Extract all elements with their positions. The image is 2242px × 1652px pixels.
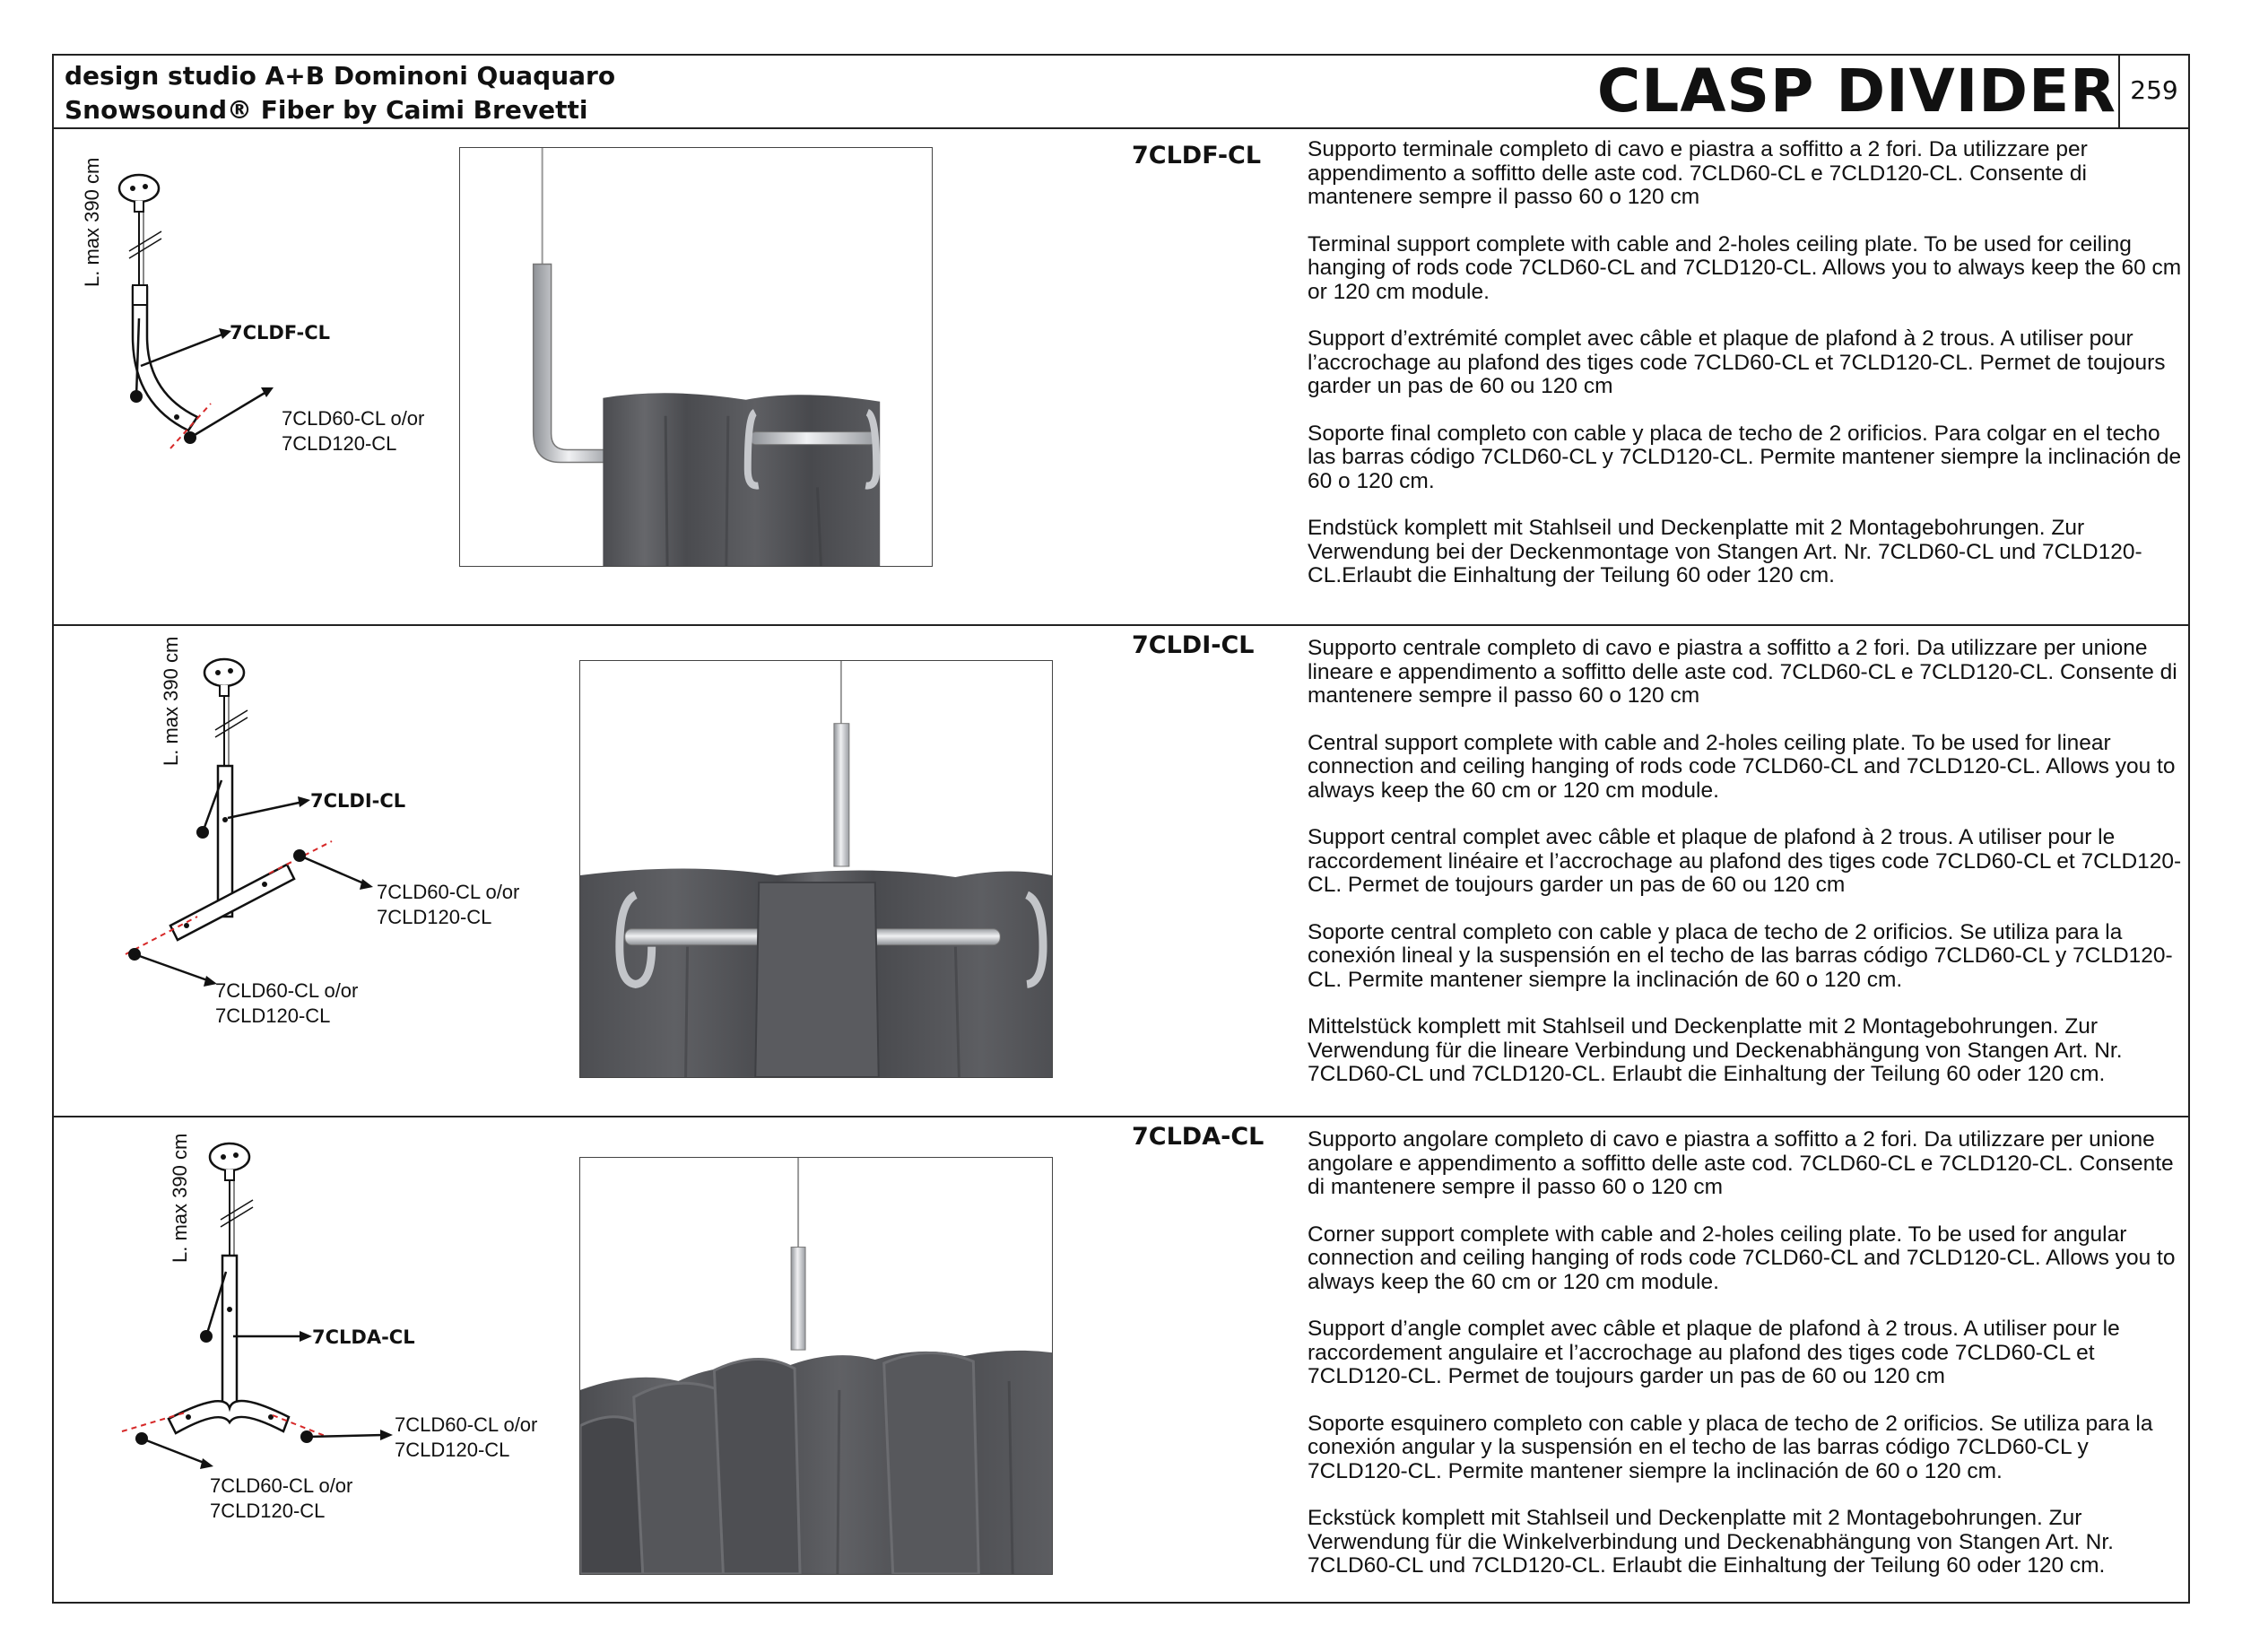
desc-fr: Support d’extrémité complet avec câble et plaque de plafond à 2 trous. A utiliser pour l’accrochage au plafond des tiges code 7CLD60-CL et 7CLD120-CL. Permet de toujours garder un pas de 60 ou 120 cm (1308, 326, 2166, 398)
photo-central-support (579, 660, 1053, 1078)
header-divider (52, 127, 2190, 129)
page-number: 259 (2130, 75, 2178, 105)
product-description (1308, 637, 2186, 1110)
desc-es: Soporte esquinero completo con cable y placa de techo de 2 orificios. Se utiliza para la conexión angular y la suspensión en el techo de las barras código 7CLD60-CL y 7CLD120-CL. Permite mantener siempre la inclinación de 60 o 120 cm. (1308, 1411, 2153, 1483)
diagram-corner-support (99, 1121, 601, 1552)
desc-it: Supporto centrale completo di cavo e piastra a soffitto a 2 fori. Da utilizzare per unione lineare e appendimento a soffitto delle aste cod. 7CLD60-CL e 7CLD120-CL. Consente di mantenere sempre il passo 60 o 120 cm (1308, 636, 2177, 708)
central-support (834, 724, 849, 866)
product-description (1308, 138, 2186, 612)
section-divider-1 (52, 624, 2190, 626)
rod-label-b-line2: 7CLD120-CL (210, 1500, 326, 1522)
length-label: L. max 390 cm (169, 1133, 191, 1263)
product-description (1308, 1128, 2186, 1602)
ceiling-plate (204, 659, 244, 686)
diagram-terminal-support (54, 135, 466, 511)
desc-en: Terminal support complete with cable and 2-holes ceiling plate. To be used for ceiling hanging of rods code 7CLD60-CL and 7CLD120-CL. Allows you to always keep the 60 cm or 120 cm module. (1308, 231, 2182, 304)
desc-es: Soporte central completo con cable y placa de techo de 2 orificios. Se utiliza para la conexión lineal y la suspensión en el techo de las barras código 7CLD60-CL y 7CLD120-CL. Permite mantener siempre la inclinación de 60 o 120 cm. (1308, 919, 2173, 992)
terminal-body (133, 287, 197, 430)
corner-support (791, 1248, 805, 1351)
part-label: 7CLDF-CL (230, 322, 331, 343)
brand-product-line: Snowsound® Fiber by Caimi Brevetti (65, 95, 588, 125)
desc-es: Soporte final completo con cable y placa de techo de 2 orificios. Para colgar en el techo las barras código 7CLD60-CL y 7CLD120-CL. Permite mantener siempre la inclinación de 60 o 120 cm. (1308, 421, 2182, 493)
rod-label-b-line2: 7CLD120-CL (215, 1004, 331, 1027)
ceiling-plate (119, 175, 159, 202)
part-label: 7CLDI-CL (310, 790, 406, 812)
desc-it: Supporto terminale completo di cavo e piastra a soffitto a 2 fori. Da utilizzare per appendimento a soffitto delle aste cod. 7CLD60-CL e 7CLD120-CL. Consente di mantenere sempre il passo 60 o 120 cm (1308, 137, 2088, 209)
page-title: CLASP DIVIDER (1596, 57, 2116, 126)
rod-label-a-line1: 7CLD60-CL o/or (377, 881, 520, 903)
rod-label-a-line1: 7CLD60-CL o/or (395, 1413, 538, 1436)
desc-de: Mittelstück komplett mit Stahlseil und Deckenplatte mit 2 Montagebohrungen. Zur Verwendung für die lineare Verbindung und Deckenabhängung von Stangen Art. Nr. 7CLD60-CL und 7CLD120-CL. Erlaubt die Einhaltung der Teilung 60 oder 120 cm. (1308, 1014, 2123, 1086)
diagram-central-support (99, 630, 601, 1042)
photo-terminal-support (459, 147, 933, 567)
brand-block (65, 59, 615, 127)
desc-it: Supporto angolare completo di cavo e piastra a soffitto a 2 fori. Da utilizzare per unione angolare e appendimento a soffitto delle aste cod. 7CLD60-CL e 7CLD120-CL. Consente di mantenere sempre il passo 60 o 120 cm (1308, 1127, 2174, 1199)
rod-label-line2: 7CLD120-CL (282, 432, 397, 455)
curtain-fabric (603, 393, 880, 566)
desc-de: Endstück komplett mit Stahlseil und Deckenplatte mit 2 Montagebohrungen. Zur Verwendung bei der Deckenmontage von Stangen Art. Nr. 7CLD60-CL und 7CLD120-CL.Erlaubt die Einhaltung der Teilung 60 oder 120 cm. (1308, 516, 2142, 587)
desc-de: Eckstück komplett mit Stahlseil und Deckenplatte mit 2 Montagebohrungen. Zur Verwendung für die Winkelverbindung und Deckenabhängung von Stangen Art. Nr. 7CLD60-CL und 7CLD120-CL. Erlaubt die Einhaltung der Teilung 60 oder 120 cm. (1308, 1506, 2114, 1578)
desc-fr: Support d’angle complet avec câble et plaque de plafond à 2 trous. A utiliser pour le raccordement angulaire et l’accrochage au plafond des tiges code 7CLD60-CL et 7CLD120-CL. Permet de toujours garder un pas de 60 ou 120 cm (1308, 1317, 2120, 1388)
product-code: 7CLDI-CL (1132, 631, 1255, 659)
rod-label-b-line1: 7CLD60-CL o/or (215, 979, 359, 1002)
length-label: L. max 390 cm (160, 636, 182, 766)
part-label: 7CLDA-CL (312, 1326, 415, 1348)
desc-en: Central support complete with cable and 2-holes ceiling plate. To be used for linear connection and ceiling hanging of rods code 7CLD60-CL and 7CLD120-CL. Allows you to always keep the 60 cm or 120 cm module. (1308, 730, 2176, 803)
desc-en: Corner support complete with cable and 2-holes ceiling plate. To be used for angular connection and ceiling hanging of rods code 7CLD60-CL and 7CLD120-CL. Allows you to always keep the 60 cm or 120 cm module. (1308, 1222, 2176, 1294)
product-code: 7CLDF-CL (1132, 142, 1262, 170)
rod-label-a-line2: 7CLD120-CL (377, 906, 492, 928)
photo-corner-support (579, 1157, 1053, 1575)
rod-label-a-line2: 7CLD120-CL (395, 1439, 510, 1461)
section-divider-2 (52, 1116, 2190, 1117)
length-label: L. max 390 cm (81, 157, 103, 287)
product-code: 7CLDA-CL (1132, 1123, 1264, 1151)
rod-label-line1: 7CLD60-CL o/or (282, 407, 425, 430)
brand-designer: design studio A+B Dominoni Quaquaro (65, 61, 616, 91)
desc-fr: Support central complet avec câble et plaque de plafond à 2 trous. A utiliser pour le raccordement linéaire et l’accrochage au plafond des tiges code 7CLD60-CL et 7CLD120-CL. Permet de toujours garder un pas de 60 ou 120 cm (1308, 825, 2182, 897)
rod-label-b-line1: 7CLD60-CL o/or (210, 1474, 353, 1497)
ceiling-plate (210, 1143, 249, 1170)
